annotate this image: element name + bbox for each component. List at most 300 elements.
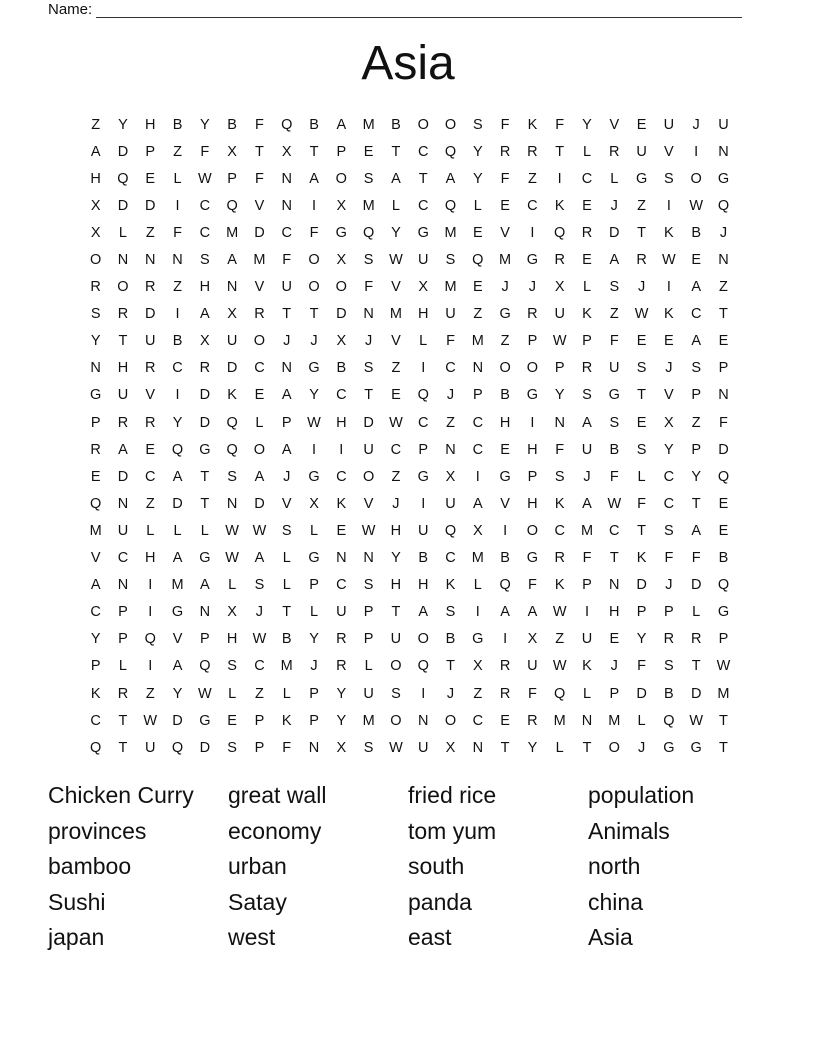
grid-letter[interactable]: X (445, 468, 456, 485)
grid-letter[interactable]: U (718, 116, 729, 133)
grid-letter[interactable]: A (118, 441, 128, 458)
grid-letter[interactable]: S (636, 441, 647, 458)
grid-letter[interactable]: N (226, 279, 238, 296)
grid-letter[interactable]: E (500, 197, 510, 214)
grid-letter[interactable]: M (608, 712, 621, 729)
grid-letter[interactable]: T (719, 739, 728, 756)
grid-letter[interactable]: L (391, 197, 400, 214)
grid-letter[interactable]: Y (391, 224, 401, 241)
grid-letter[interactable]: S (254, 577, 265, 594)
grid-letter[interactable]: N (718, 387, 729, 404)
grid-letter[interactable]: L (610, 170, 619, 187)
grid-letter[interactable]: E (636, 414, 647, 431)
grid-letter[interactable]: N (308, 739, 320, 756)
grid-letter[interactable]: P (90, 414, 101, 431)
grid-letter[interactable]: F (582, 550, 592, 567)
grid-letter[interactable]: D (226, 360, 238, 377)
grid-letter[interactable]: Q (90, 739, 102, 756)
grid-letter[interactable]: T (637, 522, 647, 539)
grid-letter[interactable]: S (227, 658, 237, 675)
grid-letter[interactable]: U (145, 739, 156, 756)
grid-letter[interactable]: M (580, 522, 594, 539)
grid-letter[interactable]: M (171, 577, 184, 594)
grid-letter[interactable]: O (417, 631, 429, 648)
grid-letter[interactable]: X (664, 414, 674, 431)
grid-letter[interactable]: K (554, 495, 565, 512)
grid-letter[interactable]: N (718, 143, 729, 160)
grid-letter[interactable]: Q (199, 658, 211, 675)
grid-letter[interactable]: L (200, 522, 209, 539)
grid-letter[interactable]: B (391, 116, 401, 133)
grid-letter[interactable]: T (309, 143, 319, 160)
grid-letter[interactable]: Q (171, 441, 184, 458)
grid-letter[interactable]: F (527, 685, 537, 702)
grid-letter[interactable]: Q (226, 197, 238, 214)
grid-letter[interactable]: V (500, 495, 510, 512)
grid-letter[interactable]: J (610, 197, 618, 214)
grid-letter[interactable]: J (392, 495, 400, 512)
grid-letter[interactable]: N (472, 739, 484, 756)
grid-letter[interactable]: W (689, 197, 704, 214)
grid-letter[interactable]: I (339, 441, 344, 458)
grid-letter[interactable]: T (118, 739, 128, 756)
grid-letter[interactable]: Q (144, 631, 156, 648)
grid-letter[interactable]: I (175, 197, 180, 214)
grid-letter[interactable]: Y (636, 631, 647, 648)
grid-letter[interactable]: H (417, 306, 429, 323)
grid-letter[interactable]: Y (200, 116, 210, 133)
grid-letter[interactable]: J (446, 685, 455, 702)
grid-letter[interactable]: T (500, 739, 510, 756)
grid-letter[interactable]: K (227, 387, 237, 404)
grid-letter[interactable]: X (527, 631, 538, 648)
grid-letter[interactable]: D (690, 577, 702, 594)
grid-letter[interactable]: C (254, 658, 265, 675)
grid-letter[interactable]: H (527, 495, 538, 512)
grid-letter[interactable]: F (555, 441, 565, 458)
grid-letter[interactable]: Y (554, 387, 565, 404)
grid-letter[interactable]: I (421, 495, 426, 512)
grid-letter[interactable]: Q (717, 577, 730, 594)
grid-letter[interactable]: G (526, 550, 539, 567)
grid-letter[interactable]: Q (281, 116, 293, 133)
grid-letter[interactable]: A (281, 441, 292, 458)
grid-letter[interactable]: T (200, 468, 210, 485)
grid-letter[interactable]: C (554, 522, 565, 539)
grid-letter[interactable]: S (227, 739, 237, 756)
grid-letter[interactable]: M (253, 252, 266, 269)
grid-letter[interactable]: W (225, 522, 239, 539)
grid-letter[interactable]: R (609, 143, 620, 160)
grid-letter[interactable]: U (581, 441, 593, 458)
grid-letter[interactable]: C (581, 170, 593, 187)
grid-letter[interactable]: C (472, 441, 484, 458)
grid-letter[interactable]: E (363, 143, 374, 160)
grid-letter[interactable]: F (527, 577, 537, 594)
grid-letter[interactable]: H (145, 116, 156, 133)
grid-letter[interactable]: K (664, 306, 674, 323)
grid-letter[interactable]: U (390, 631, 402, 648)
grid-letter[interactable]: E (227, 712, 237, 729)
grid-letter[interactable]: H (90, 170, 101, 187)
grid-letter[interactable]: C (663, 495, 675, 512)
grid-letter[interactable]: Z (173, 279, 182, 296)
grid-letter[interactable]: Z (173, 143, 182, 160)
grid-letter[interactable]: E (582, 252, 592, 269)
grid-letter[interactable]: W (716, 658, 731, 675)
grid-letter[interactable]: Y (90, 333, 101, 350)
grid-letter[interactable]: U (609, 360, 620, 377)
grid-letter[interactable]: W (197, 685, 212, 702)
grid-letter[interactable]: V (145, 387, 156, 404)
grid-letter[interactable]: L (582, 685, 592, 702)
grid-letter[interactable]: A (336, 116, 347, 133)
grid-letter[interactable]: L (582, 279, 592, 296)
grid-letter[interactable]: C (417, 143, 429, 160)
grid-letter[interactable]: F (309, 224, 319, 241)
grid-letter[interactable]: T (637, 224, 647, 241)
grid-letter[interactable]: I (666, 279, 671, 296)
grid-letter[interactable]: I (148, 658, 153, 675)
grid-letter[interactable]: S (664, 522, 674, 539)
grid-letter[interactable]: I (557, 170, 562, 187)
grid-letter[interactable]: A (472, 495, 483, 512)
grid-letter[interactable]: P (609, 685, 620, 702)
grid-letter[interactable]: Q (444, 197, 457, 214)
grid-letter[interactable]: R (336, 658, 347, 675)
grid-letter[interactable]: M (444, 224, 457, 241)
grid-letter[interactable]: U (663, 116, 675, 133)
grid-letter[interactable]: R (254, 306, 265, 323)
grid-letter[interactable]: Y (90, 631, 101, 648)
grid-letter[interactable]: J (501, 279, 509, 296)
grid-letter[interactable]: B (309, 116, 319, 133)
grid-letter[interactable]: T (255, 143, 264, 160)
grid-letter[interactable]: N (363, 306, 374, 323)
grid-letter[interactable]: S (363, 739, 374, 756)
grid-letter[interactable]: U (226, 333, 238, 350)
grid-letter[interactable]: Q (717, 197, 730, 214)
grid-letter[interactable]: R (690, 631, 702, 648)
grid-letter[interactable]: A (582, 414, 592, 431)
grid-letter[interactable]: O (444, 116, 457, 133)
grid-letter[interactable]: S (227, 468, 237, 485)
grid-letter[interactable]: V (363, 495, 374, 512)
grid-letter[interactable]: H (390, 577, 402, 594)
grid-letter[interactable]: G (199, 550, 211, 567)
grid-letter[interactable]: R (527, 712, 538, 729)
grid-letter[interactable]: M (389, 306, 402, 323)
grid-letter[interactable]: L (118, 658, 127, 675)
grid-letter[interactable]: E (145, 170, 156, 187)
grid-letter[interactable]: C (145, 468, 156, 485)
grid-letter[interactable]: E (500, 441, 510, 458)
grid-letter[interactable]: P (664, 604, 674, 621)
grid-letter[interactable]: J (310, 333, 318, 350)
grid-letter[interactable]: Z (391, 360, 401, 377)
grid-letter[interactable]: P (472, 387, 483, 404)
grid-letter[interactable]: R (336, 631, 347, 648)
grid-letter[interactable]: Z (446, 414, 455, 431)
grid-letter[interactable]: U (145, 333, 156, 350)
grid-letter[interactable]: M (499, 252, 512, 269)
grid-letter[interactable]: W (662, 252, 676, 269)
grid-letter[interactable]: B (418, 550, 429, 567)
grid-letter[interactable]: V (664, 143, 674, 160)
grid-letter[interactable]: G (663, 739, 675, 756)
grid-letter[interactable]: C (390, 441, 402, 458)
grid-letter[interactable]: A (500, 604, 510, 621)
grid-letter[interactable]: F (637, 495, 647, 512)
grid-letter[interactable]: I (475, 468, 480, 485)
grid-letter[interactable]: Y (336, 685, 347, 702)
grid-letter[interactable]: Q (663, 712, 675, 729)
grid-letter[interactable]: K (281, 712, 292, 729)
grid-letter[interactable]: P (363, 631, 374, 648)
grid-letter[interactable]: R (636, 252, 647, 269)
grid-letter[interactable]: Y (691, 468, 702, 485)
grid-letter[interactable]: Q (444, 522, 457, 539)
grid-letter[interactable]: T (200, 495, 210, 512)
grid-letter[interactable]: S (664, 658, 674, 675)
grid-letter[interactable]: P (145, 143, 156, 160)
grid-letter[interactable]: G (526, 252, 539, 269)
grid-letter[interactable]: G (608, 387, 620, 404)
grid-letter[interactable]: L (637, 712, 646, 729)
grid-letter[interactable]: I (421, 360, 426, 377)
grid-letter[interactable]: Q (171, 739, 184, 756)
grid-letter[interactable]: H (145, 550, 156, 567)
grid-letter[interactable]: R (145, 360, 156, 377)
grid-letter[interactable]: M (89, 522, 102, 539)
grid-letter[interactable]: S (691, 360, 702, 377)
grid-letter[interactable]: T (719, 712, 728, 729)
grid-letter[interactable]: F (555, 116, 565, 133)
grid-letter[interactable]: O (690, 170, 702, 187)
grid-letter[interactable]: Z (145, 224, 155, 241)
grid-letter[interactable]: R (663, 631, 675, 648)
grid-letter[interactable]: L (282, 685, 291, 702)
grid-letter[interactable]: P (554, 360, 565, 377)
grid-letter[interactable]: N (718, 252, 729, 269)
grid-letter[interactable]: H (527, 441, 538, 458)
grid-letter[interactable]: Z (91, 116, 101, 133)
grid-letter[interactable]: A (691, 279, 702, 296)
grid-letter[interactable]: K (582, 658, 592, 675)
grid-letter[interactable]: Q (226, 441, 238, 458)
grid-letter[interactable]: G (171, 604, 184, 621)
grid-letter[interactable]: U (554, 306, 565, 323)
grid-letter[interactable]: N (199, 604, 211, 621)
grid-letter[interactable]: O (308, 279, 320, 296)
grid-letter[interactable]: X (472, 522, 483, 539)
grid-letter[interactable]: L (309, 604, 319, 621)
grid-letter[interactable]: X (472, 658, 483, 675)
grid-letter[interactable]: Q (90, 495, 102, 512)
grid-letter[interactable]: F (664, 550, 674, 567)
grid-letter[interactable]: U (445, 495, 456, 512)
grid-letter[interactable]: E (500, 712, 510, 729)
grid-letter[interactable]: J (692, 116, 700, 133)
grid-letter[interactable]: A (90, 143, 101, 160)
grid-letter[interactable]: T (691, 658, 701, 675)
grid-letter[interactable]: M (471, 550, 484, 567)
grid-letter[interactable]: P (636, 604, 647, 621)
grid-letter[interactable]: T (391, 143, 401, 160)
grid-letter[interactable]: R (581, 224, 593, 241)
grid-letter[interactable]: Z (391, 468, 401, 485)
grid-letter[interactable]: A (609, 252, 620, 269)
grid-letter[interactable]: J (719, 224, 728, 241)
grid-letter[interactable]: P (227, 170, 237, 187)
grid-letter[interactable]: U (363, 685, 374, 702)
grid-letter[interactable]: D (636, 577, 647, 594)
grid-letter[interactable]: J (665, 577, 673, 594)
grid-letter[interactable]: P (691, 441, 702, 458)
grid-letter[interactable]: M (226, 224, 239, 241)
grid-letter[interactable]: C (336, 468, 347, 485)
grid-letter[interactable]: N (554, 414, 565, 431)
grid-letter[interactable]: R (527, 143, 538, 160)
grid-letter[interactable]: X (554, 279, 565, 296)
grid-letter[interactable]: T (391, 604, 401, 621)
grid-letter[interactable]: M (553, 712, 566, 729)
grid-letter[interactable]: R (581, 360, 593, 377)
grid-letter[interactable]: P (281, 414, 292, 431)
grid-letter[interactable]: U (417, 739, 429, 756)
grid-letter[interactable]: X (227, 306, 237, 323)
grid-letter[interactable]: P (336, 143, 347, 160)
grid-letter[interactable]: C (254, 360, 265, 377)
grid-letter[interactable]: B (609, 441, 620, 458)
grid-letter[interactable]: Z (719, 279, 728, 296)
grid-letter[interactable]: O (390, 712, 402, 729)
grid-letter[interactable]: T (282, 306, 292, 323)
grid-letter[interactable]: E (691, 252, 702, 269)
grid-letter[interactable]: Y (472, 170, 483, 187)
grid-letter[interactable]: V (609, 116, 620, 133)
grid-letter[interactable]: D (172, 495, 183, 512)
grid-letter[interactable]: M (362, 712, 375, 729)
grid-letter[interactable]: M (362, 116, 375, 133)
grid-letter[interactable]: C (417, 414, 429, 431)
grid-letter[interactable]: C (445, 550, 456, 567)
grid-letter[interactable]: U (417, 252, 429, 269)
grid-letter[interactable]: I (175, 306, 180, 323)
grid-letter[interactable]: L (555, 739, 564, 756)
grid-letter[interactable]: W (361, 522, 376, 539)
grid-letter[interactable]: S (609, 279, 620, 296)
grid-letter[interactable]: Q (444, 143, 457, 160)
grid-letter[interactable]: L (637, 468, 646, 485)
grid-letter[interactable]: W (689, 712, 704, 729)
grid-letter[interactable]: A (200, 306, 210, 323)
grid-letter[interactable]: X (90, 224, 101, 241)
grid-letter[interactable]: A (172, 658, 183, 675)
grid-letter[interactable]: B (281, 631, 292, 648)
grid-letter[interactable]: E (472, 224, 483, 241)
grid-letter[interactable]: C (90, 712, 101, 729)
grid-letter[interactable]: U (527, 658, 538, 675)
grid-letter[interactable]: Y (664, 441, 674, 458)
grid-letter[interactable]: M (362, 197, 375, 214)
grid-letter[interactable]: D (199, 414, 211, 431)
grid-letter[interactable]: S (609, 414, 620, 431)
name-field[interactable] (48, 0, 742, 18)
grid-letter[interactable]: Y (582, 116, 592, 133)
grid-letter[interactable]: V (254, 279, 265, 296)
grid-letter[interactable]: Q (499, 577, 511, 594)
grid-letter[interactable]: A (172, 468, 183, 485)
grid-letter[interactable]: N (336, 550, 347, 567)
grid-letter[interactable]: L (173, 170, 182, 187)
grid-letter[interactable]: N (281, 170, 292, 187)
grid-letter[interactable]: N (281, 197, 292, 214)
grid-letter[interactable]: W (252, 631, 267, 648)
grid-letter[interactable]: C (90, 604, 101, 621)
grid-letter[interactable]: H (336, 414, 347, 431)
grid-letter[interactable]: N (417, 712, 429, 729)
grid-letter[interactable]: W (389, 414, 403, 431)
grid-letter[interactable]: Z (145, 495, 155, 512)
grid-letter[interactable]: S (554, 468, 565, 485)
grid-letter[interactable]: W (552, 658, 567, 675)
grid-letter[interactable]: D (609, 224, 620, 241)
grid-letter[interactable]: U (417, 522, 429, 539)
grid-letter[interactable]: L (228, 685, 237, 702)
grid-letter[interactable]: G (417, 224, 429, 241)
grid-letter[interactable]: F (719, 414, 728, 431)
grid-letter[interactable]: G (335, 224, 347, 241)
grid-letter[interactable]: R (554, 550, 565, 567)
grid-letter[interactable]: K (636, 550, 647, 567)
grid-letter[interactable]: E (254, 387, 265, 404)
grid-letter[interactable]: X (418, 279, 429, 296)
grid-letter[interactable]: K (90, 685, 101, 702)
grid-letter[interactable]: D (336, 306, 347, 323)
grid-letter[interactable]: G (308, 468, 320, 485)
grid-letter[interactable]: T (118, 333, 128, 350)
grid-letter[interactable]: F (173, 224, 182, 241)
grid-letter[interactable]: T (418, 170, 428, 187)
grid-letter[interactable]: N (226, 495, 238, 512)
grid-letter[interactable]: F (200, 143, 210, 160)
grid-letter[interactable]: N (609, 577, 620, 594)
grid-letter[interactable]: K (554, 577, 565, 594)
grid-letter[interactable]: A (309, 170, 319, 187)
grid-letter[interactable]: L (118, 224, 127, 241)
grid-letter[interactable]: B (172, 333, 183, 350)
grid-letter[interactable]: Q (472, 252, 484, 269)
grid-letter[interactable]: S (200, 252, 210, 269)
grid-letter[interactable]: C (199, 197, 211, 214)
grid-letter[interactable]: G (199, 441, 211, 458)
grid-letter[interactable]: B (172, 116, 183, 133)
name-blank-line[interactable] (96, 3, 742, 18)
grid-letter[interactable]: I (421, 685, 426, 702)
grid-letter[interactable]: I (475, 604, 480, 621)
grid-letter[interactable]: L (282, 550, 291, 567)
grid-letter[interactable]: X (336, 252, 347, 269)
grid-letter[interactable]: D (199, 739, 211, 756)
grid-letter[interactable]: K (336, 495, 347, 512)
grid-letter[interactable]: Y (118, 116, 128, 133)
grid-letter[interactable]: X (309, 495, 319, 512)
grid-letter[interactable]: J (283, 333, 291, 350)
grid-letter[interactable]: T (691, 495, 701, 512)
grid-letter[interactable]: W (607, 495, 622, 512)
grid-letter[interactable]: J (528, 279, 537, 296)
